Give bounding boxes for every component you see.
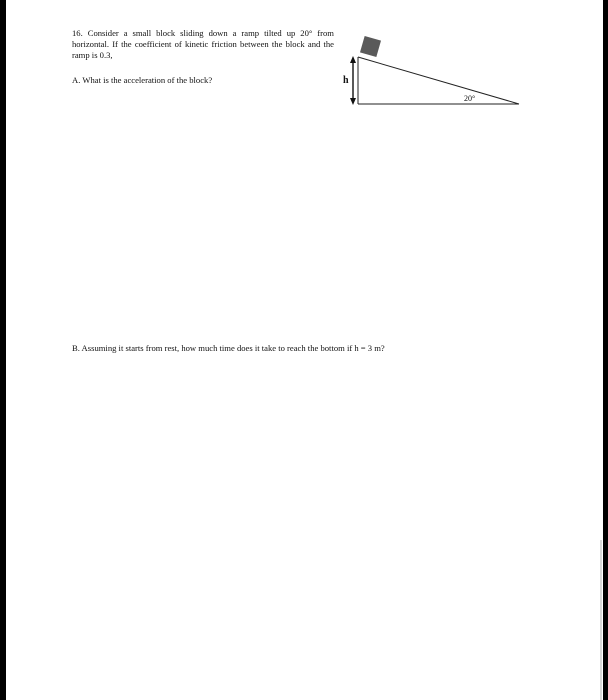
ramp-diagram (335, 30, 525, 110)
sliding-block (360, 36, 381, 57)
angle-label: 20° (464, 94, 476, 103)
part-a-question: A. What is the acceleration of the block? (72, 75, 213, 85)
problem-statement: 16. Consider a small block sliding down a ramp tilted up 20° from horizontal. If the coefficient of kinetic friction between the block and the ramp is 0.3, (72, 28, 334, 60)
height-label: h (343, 75, 349, 86)
ramp-incline (358, 57, 519, 104)
height-arrow-up-head (350, 56, 356, 63)
part-b-question: B. Assuming it starts from rest, how much time does it take to reach the bottom if h = 3 m? (72, 343, 385, 353)
height-arrow-down-head (350, 98, 356, 105)
page-edge-shadow (600, 540, 602, 700)
ramp-diagram-svg (335, 30, 525, 110)
